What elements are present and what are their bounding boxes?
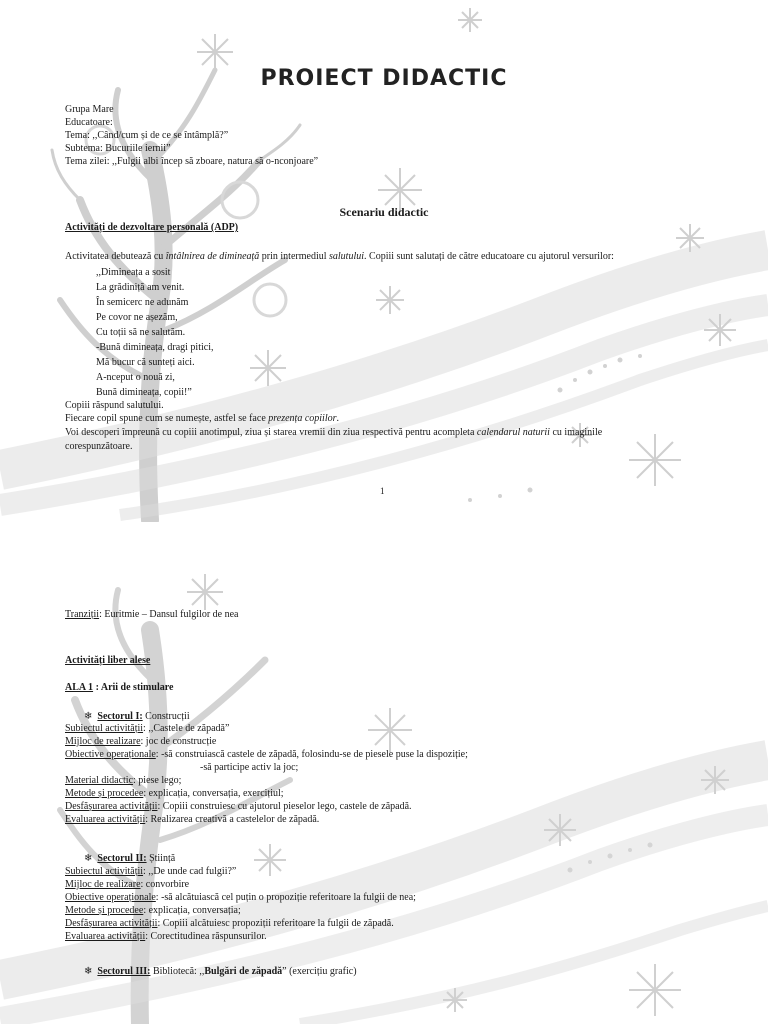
presence-line: Fiecare copil spune cum se numește, astfel se face prezența copiilor. [65,413,339,424]
snowflake-bullet-icon: ❄ [84,853,93,864]
sector-2-evaluation: Evaluarea activității: Corectitudinea răspunsurilor. [65,931,267,942]
intro-paragraph: Activitatea debutează cu întâlnirea de dimineață prin intermediul salutului. Copiii sunt salutați de către educatoare cu ajutorul versurilor: [65,251,614,262]
sector-2-title: ❄ Sectorul II: Știință [84,853,176,864]
poem-line: A-nceput o nouă zi, [96,372,175,383]
sector-1-means: Mijloc de realizare: joc de construcție [65,736,217,747]
snowflake-bullet-icon: ❄ [84,966,93,977]
poem-line: Pe covor ne așezăm, [96,312,178,323]
sector-2-methods: Metode și procedee: explicația, conversația; [65,905,241,916]
page-gap [0,522,768,540]
poem-line: Mă bucur că sunteți aici. [96,357,195,368]
poem-line: Bună dimineața, copii!” [96,387,192,398]
poem-line: -Bună dimineața, dragi pitici, [96,342,214,353]
page-number: 1 [380,486,385,496]
sector-2-procedure: Desfășurarea activității: Copiii alcătuiesc propoziții referitoare la fulgii de zăpadă. [65,918,394,929]
poem-line: Cu toții să ne salutăm. [96,327,186,338]
sector-3-title: ❄ Sectorul III: Bibliotecă: ,,Bulgări de zăpadă” (exercițiu grafic) [84,966,357,977]
calendar-line-continued: corespunzătoare. [65,441,133,452]
adp-heading: Activități de dezvoltare personală (ADP) [65,222,239,233]
calendar-line: Voi descoperi împreună cu copiii anotimpul, ziua și starea vremii din ziua respectivă pentru acompleta calendarul naturii cu imaginile [65,427,603,438]
sector-1-methods: Metode și procedee: explicația, conversația, exercițiul; [65,788,284,799]
sector-1-subject: Subiectul activității: ,,Castele de zăpadă” [65,723,230,734]
poem-line: La grădiniță am venit. [96,282,185,293]
sector-2-subject: Subiectul activității: ,,De unde cad fulgii?” [65,866,237,877]
sector-2-means: Mijloc de realizare: convorbire [65,879,190,890]
day-theme-line: Tema zilei: ,,Fulgii albi încep să zboare, natura să o-nconjoare” [65,156,319,167]
theme-line: Tema: ,,Când/cum și de ce se întâmplă?” [65,130,229,141]
poem-line: În semicerc ne adunăm [96,297,189,308]
snowflake-bullet-icon: ❄ [84,711,93,722]
teacher-line: Educatoare: [65,117,113,128]
document-page-2 [0,540,768,1024]
free-activities-heading: Activități liber alese [65,655,151,666]
ala-heading: ALA 1 : Arii de stimulare [65,682,174,693]
subtheme-line: Subtema: Bucuriile iernii” [65,143,171,154]
sector-1-objective-2: -să participe activ la joc; [200,762,299,773]
sector-2-objectives: Obiective operaționale: -să alcătuiască cel puțin o propoziție referitoare la fulgii de nea; [65,892,416,903]
document-title: PROIECT DIDACTIC [260,66,508,91]
sector-1-title: ❄ Sectorul I: Construcții [84,711,190,722]
sector-1-evaluation: Evaluarea activității: Realizarea creativă a castelelor de zăpadă. [65,814,320,825]
poem-line: ,,Dimineața a sosit [96,267,171,278]
transitions-line: Tranziții: Euritmie – Dansul fulgilor de nea [65,609,239,620]
respond-line: Copiii răspund salutului. [65,400,164,411]
sector-1-objectives: Obiective operaționale: -să construiască castele de zăpadă, folosindu-se de piesele puse la dispoziție; [65,749,468,760]
scenario-heading: Scenariu didactic [339,205,429,219]
group-line: Grupa Mare [65,104,114,115]
sector-1-procedure: Desfășurarea activității: Copiii construiesc cu ajutorul pieselor lego, castele de zăpadă. [65,801,412,812]
sector-1-material: Material didactic: piese lego; [65,775,182,786]
